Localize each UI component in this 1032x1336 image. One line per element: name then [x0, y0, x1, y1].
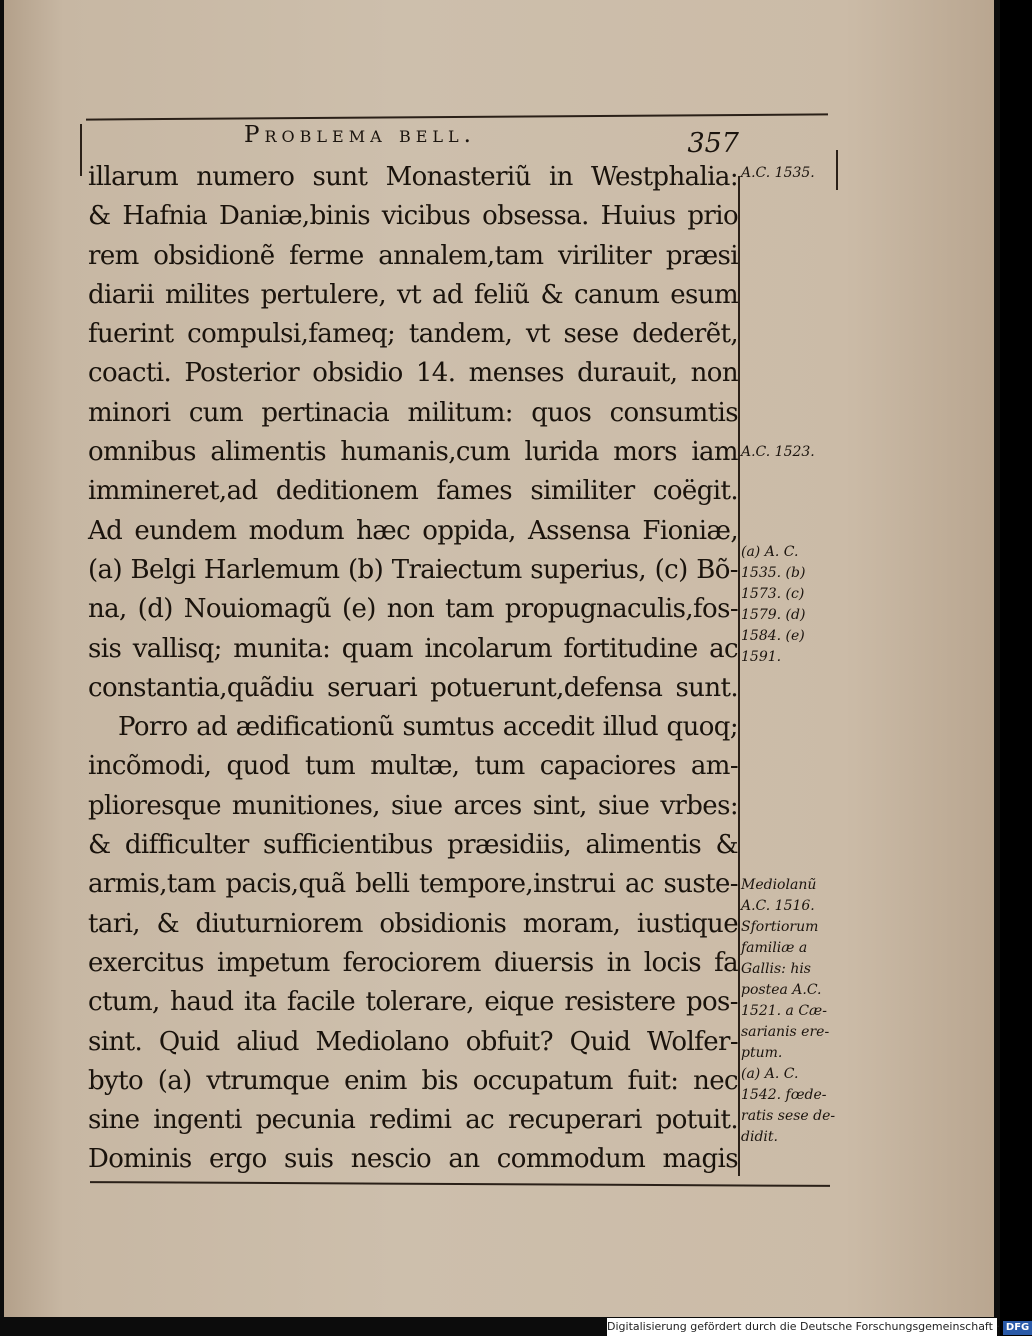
- margin-note-line: sarianis ere-: [741, 1024, 830, 1040]
- text-line: armis,tam pacis,quã belli tempore,instrui ac suste-: [88, 869, 738, 900]
- margin-note-line: Sfortiorum: [741, 919, 819, 935]
- text-line: Dominis ergo suis nescio an commodum magis: [88, 1144, 738, 1175]
- margin-note-line: 1535. (b): [741, 565, 806, 581]
- main-text-block: [88, 158, 738, 1180]
- margin-note-line: 1591.: [741, 649, 782, 665]
- text-line: tari, & diuturniorem obsidionis moram, iustique: [88, 908, 738, 939]
- dfg-logo: DFG: [1003, 1321, 1032, 1335]
- margin-note-4: [741, 875, 835, 1148]
- text-line: plioresque munitiones, siue arces sint, siue vrbes:: [88, 790, 738, 821]
- text-line: minori cum pertinacia militum: quos consumtis: [88, 397, 738, 428]
- left-frame-line: [80, 124, 82, 176]
- page-number: 357: [687, 128, 739, 159]
- text-line: Ad eundem modum hæc oppida, Assensa Fioniæ,: [88, 515, 738, 546]
- footer-rule: [90, 1181, 830, 1187]
- book-page: [4, 0, 994, 1317]
- margin-note-line: A.C. 1535.: [741, 165, 815, 181]
- text-line: sis vallisq; munita: quam incolarum fortitudine ac: [88, 633, 738, 664]
- running-title: Problema bell.: [244, 122, 476, 148]
- margin-note-3: [741, 542, 805, 668]
- text-line: rem obsidionẽ ferme annalem,tam viriliter præsi: [88, 240, 738, 271]
- text-line: na, (d) Nouiomagũ (e) non tam propugnaculis,fos-: [88, 594, 738, 625]
- text-line: coacti. Posterior obsidio 14. menses durauit, non: [88, 358, 738, 389]
- margin-frame-line: [836, 150, 838, 190]
- text-line: illarum numero sunt Monasteriũ in Westphalia:: [88, 162, 738, 192]
- margin-note-line: A.C. 1523.: [741, 444, 815, 460]
- margin-note-line: ratis sese de-: [741, 1108, 836, 1124]
- margin-note-line: 1579. (d): [741, 607, 806, 623]
- text-line: constantia,quãdiu seruari potuerunt,defensa sunt.: [88, 672, 738, 703]
- text-line: & Hafnia Daniæ,binis vicibus obsessa. Huius prio: [88, 201, 738, 232]
- margin-note-2: [741, 442, 815, 463]
- text-line: fuerint compulsi,fameq; tandem, vt sese dederẽt,: [88, 319, 738, 350]
- text-line: incõmodi, quod tum multæ, tum capaciores am-: [88, 751, 738, 782]
- text-line: exercitus impetum ferociorem diuersis in locis fa: [88, 947, 738, 978]
- credit-text: Digitalisierung gefördert durch die Deutsche Forschungsgemeinschaft ·: [607, 1320, 1000, 1333]
- margin-note-line: 1573. (c): [741, 586, 805, 602]
- margin-note-line: (a) A. C.: [741, 544, 799, 560]
- text-line: immineret,ad deditionem fames similiter coëgit.: [88, 476, 738, 507]
- text-line: (a) Belgi Harlemum (b) Traiectum superius, (c) Bõ-: [88, 554, 738, 585]
- margin-note-line: Mediolanũ: [741, 877, 817, 893]
- margin-note-line: familiæ a: [741, 940, 808, 956]
- text-line: diarii milites pertulere, vt ad feliũ & canum esum: [88, 279, 738, 310]
- text-line: omnibus alimentis humanis,cum lurida mors iam: [88, 437, 738, 468]
- margin-note-line: Gallis: his: [741, 961, 811, 977]
- text-column-divider: [738, 176, 740, 1176]
- margin-note-line: postea A.C.: [741, 982, 822, 998]
- text-line: & difficulter sufficientibus præsidiis, alimentis &: [88, 830, 738, 861]
- margin-note-line: 1521. a Cæ-: [741, 1003, 827, 1019]
- margin-note-line: didit.: [741, 1129, 778, 1145]
- text-line: sint. Quid aliud Mediolano obfuit? Quid Wolfer-: [88, 1026, 738, 1057]
- text-line: ctum, haud ita facile tolerare, eique resistere pos-: [88, 987, 738, 1018]
- text-line: sine ingenti pecunia redimi ac recuperari potuit.: [88, 1105, 738, 1136]
- margin-note-line: (a) A. C.: [741, 1066, 799, 1082]
- margin-note-line: 1542. fœde-: [741, 1087, 827, 1103]
- margin-note-line: ptum.: [741, 1045, 783, 1061]
- text-line-paragraph-start: Porro ad ædificationũ sumtus accedit illud quoq;: [118, 712, 738, 743]
- margin-note-line: 1584. (e): [741, 628, 805, 644]
- header-rule: [86, 113, 828, 120]
- margin-note-1: [741, 163, 815, 184]
- digitization-credit: [607, 1318, 1030, 1336]
- margin-note-line: A.C. 1516.: [741, 898, 815, 914]
- text-line: byto (a) vtrumque enim bis occupatum fuit: nec: [88, 1065, 738, 1096]
